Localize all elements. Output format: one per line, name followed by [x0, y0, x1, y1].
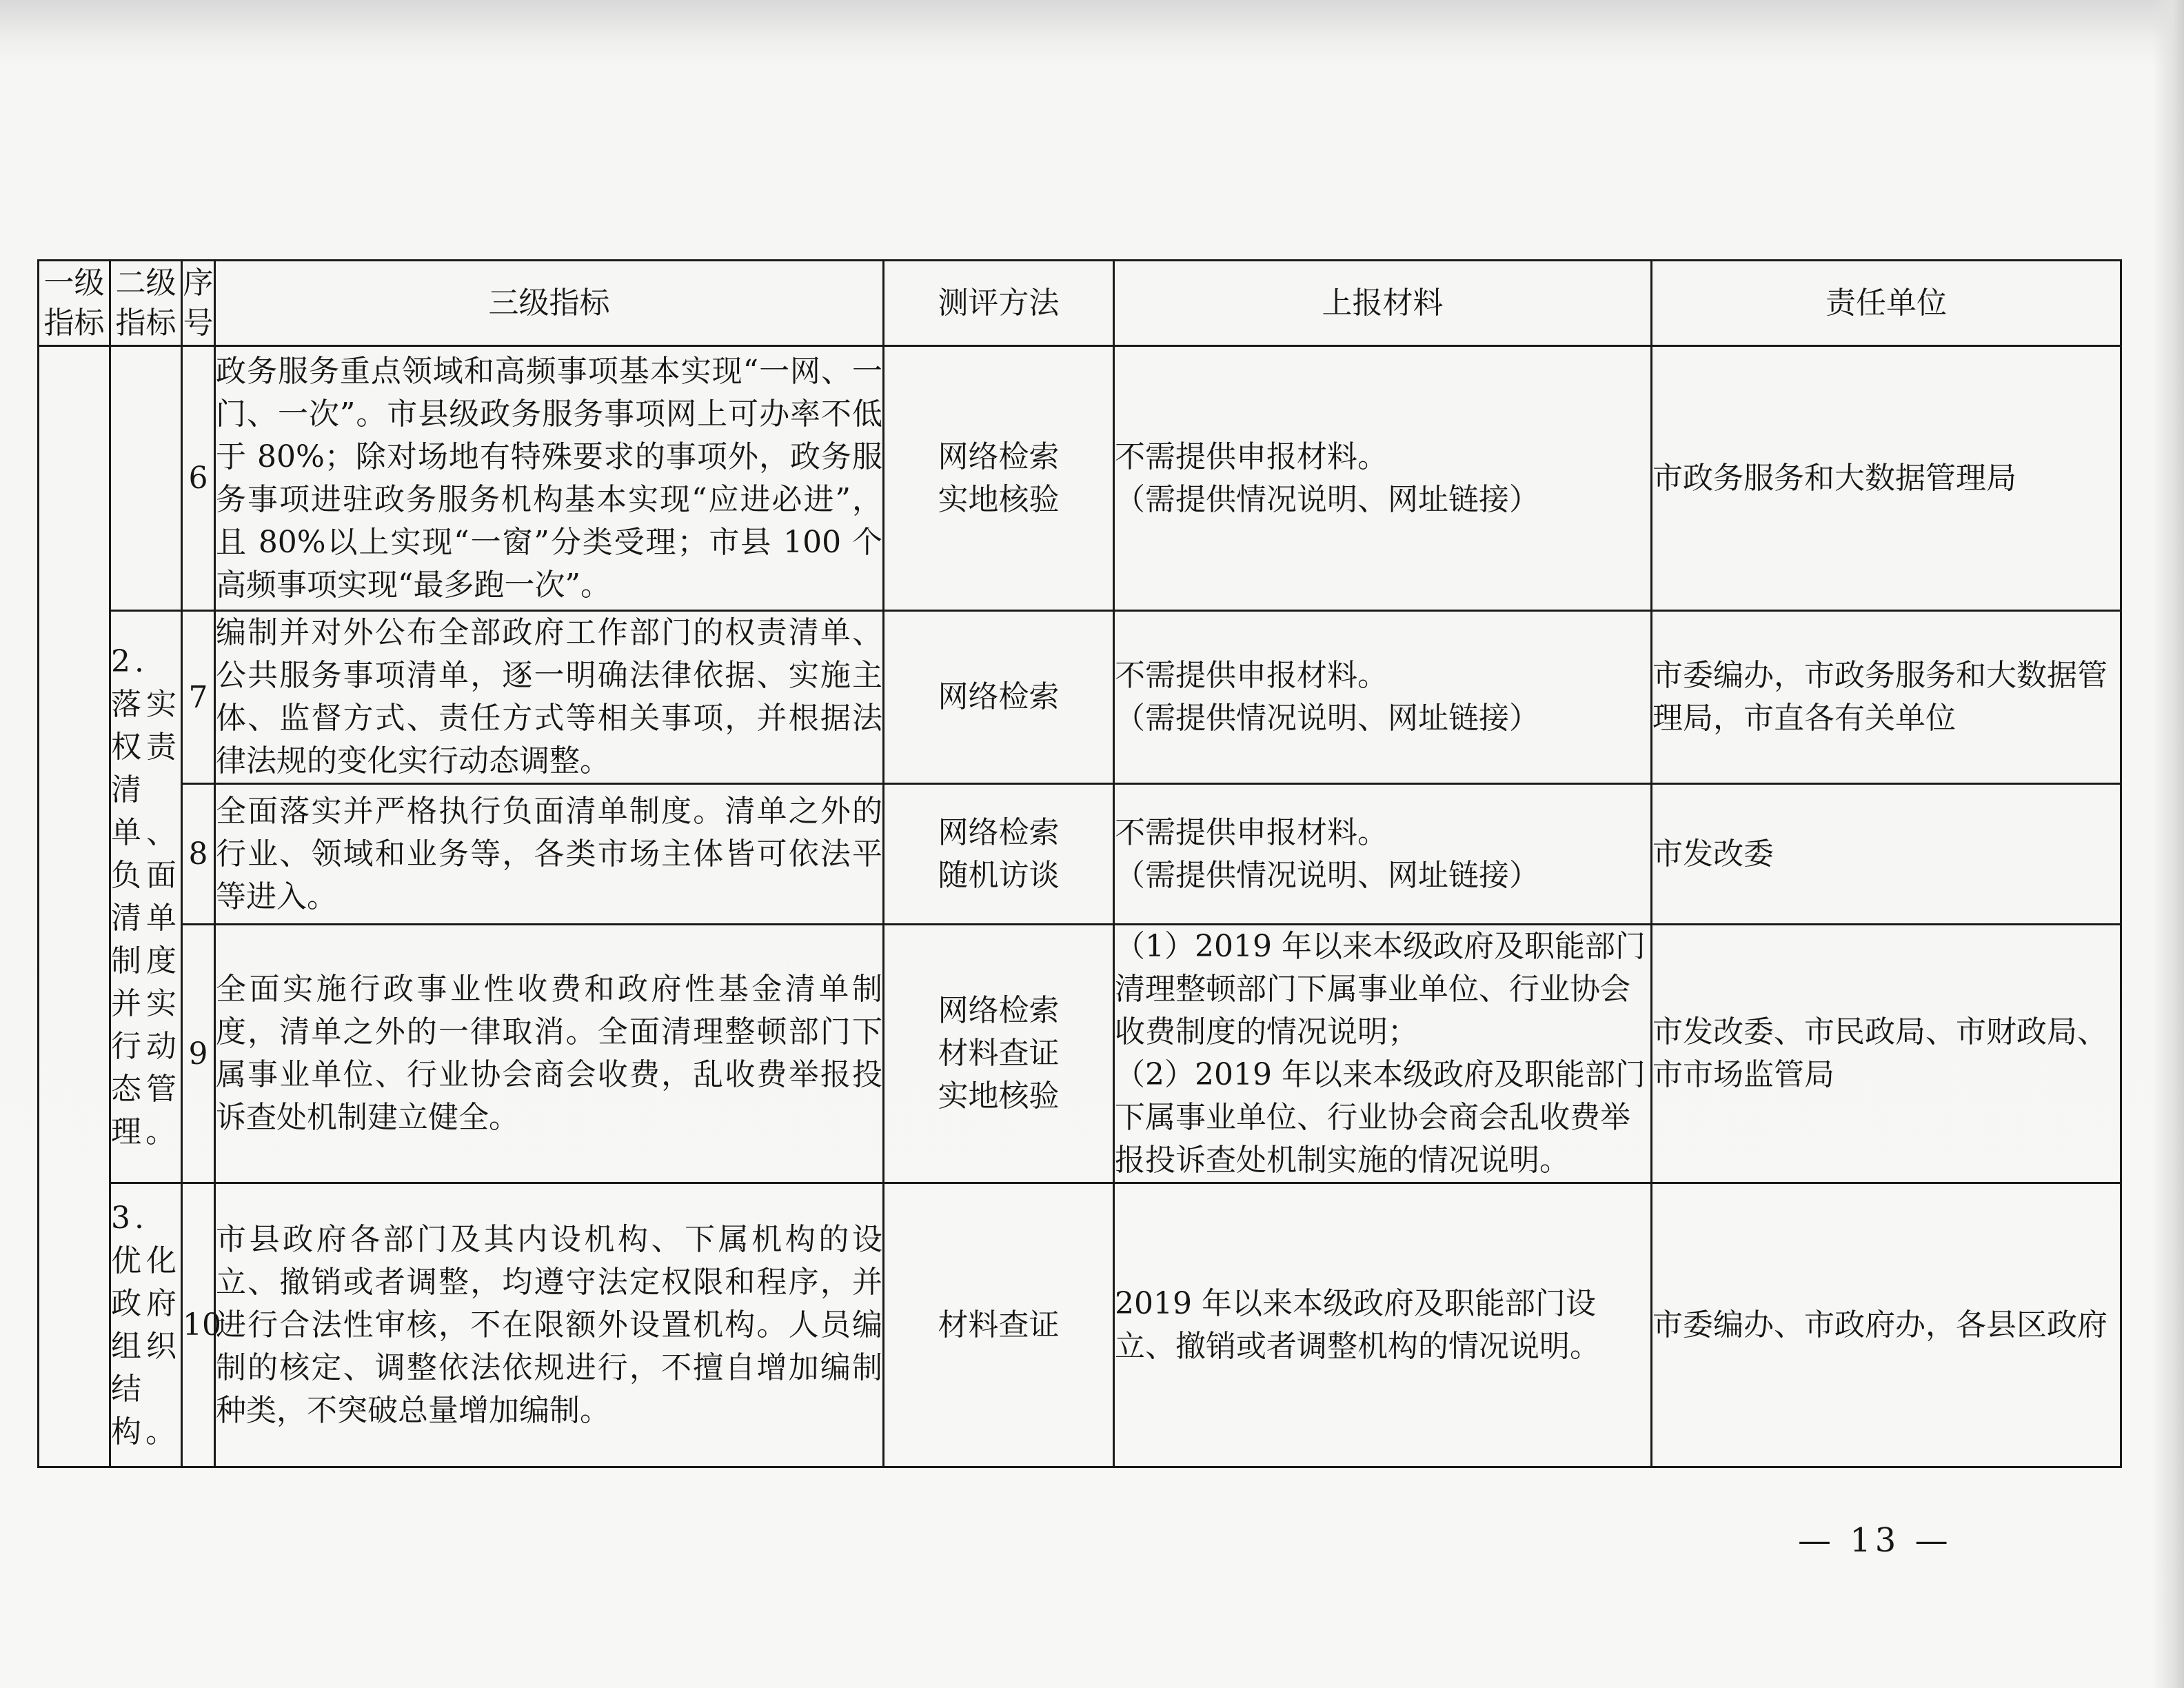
scan-top-shadow	[0, 0, 2184, 66]
header-method: 测评方法	[884, 261, 1114, 346]
scan-right-edge	[2152, 0, 2184, 1688]
responsible-cell: 市发改委	[1652, 784, 2121, 925]
table-row	[39, 925, 2121, 1183]
materials-cell: 不需提供申报材料。 （需提供情况说明、网址链接）	[1114, 611, 1652, 784]
level2-group-cell: 2. 落实权责清单、负面清单制度并实行动态管理。	[110, 611, 182, 1183]
materials-cell: 不需提供申报材料。 （需提供情况说明、网址链接）	[1114, 784, 1652, 925]
responsible-cell: 市委编办、市政府办，各县区政府	[1652, 1183, 2121, 1467]
responsible-cell: 市发改委、市民政局、市财政局、市市场监管局	[1652, 925, 2121, 1183]
indicator-cell: 编制并对外公布全部政府工作部门的权责清单、公共服务事项清单，逐一明确法律依据、实施主体、监督方式、责任方式等相关事项，并根据法律法规的变化实行动态调整。	[215, 611, 884, 784]
header-level2: 二级 指标	[110, 261, 182, 346]
table-row	[39, 346, 2121, 611]
header-materials: 上报材料	[1114, 261, 1652, 346]
table-row	[39, 784, 2121, 925]
table-row	[39, 611, 2121, 784]
method-cell: 材料查证	[884, 1183, 1114, 1467]
seq-cell: 10	[182, 1183, 215, 1467]
header-responsible: 责任单位	[1652, 261, 2121, 346]
responsible-cell: 市委编办，市政务服务和大数据管理局，市直各有关单位	[1652, 611, 2121, 784]
table-row	[39, 1183, 2121, 1467]
method-cell: 网络检索 材料查证 实地核验	[884, 925, 1114, 1183]
seq-cell: 6	[182, 346, 215, 611]
responsible-cell: 市政务服务和大数据管理局	[1652, 346, 2121, 611]
materials-cell: 2019 年以来本级政府及职能部门设立、撤销或者调整机构的情况说明。	[1114, 1183, 1652, 1467]
indicator-cell: 政务服务重点领域和高频事项基本实现“一网、一门、一次”。市县级政务服务事项网上可办率不低于 80%；除对场地有特殊要求的事项外，政务服务事项进驻政务服务机构基本实现“应进必进”，且 80%以上实现“一窗”分类受理；市县 100 个高频事项实现“最多跑一次”。	[215, 346, 884, 611]
header-seq: 序 号	[182, 261, 215, 346]
method-cell: 网络检索 实地核验	[884, 346, 1114, 611]
level1-cell-empty	[39, 346, 110, 1467]
seq-cell: 8	[182, 784, 215, 925]
method-cell: 网络检索	[884, 611, 1114, 784]
table-header-row	[39, 261, 2121, 346]
header-level3: 三级指标	[215, 261, 884, 346]
level2-group-cell: 3. 优化政府组织结构。	[110, 1183, 182, 1467]
evaluation-indicator-table	[37, 259, 2122, 1468]
method-cell: 网络检索 随机访谈	[884, 784, 1114, 925]
materials-cell: （1）2019 年以来本级政府及职能部门清理整顿部门下属事业单位、行业协会收费制度的情况说明； （2）2019 年以来本级政府及职能部门下属事业单位、行业协会商会乱收费举报投诉查处机制实施的情况说明。	[1114, 925, 1652, 1183]
indicator-cell: 全面实施行政事业性收费和政府性基金清单制度，清单之外的一律取消。全面清理整顿部门下属事业单位、行业协会商会收费，乱收费举报投诉查处机制建立健全。	[215, 925, 884, 1183]
level2-cell-empty	[110, 346, 182, 611]
indicator-cell: 全面落实并严格执行负面清单制度。清单之外的行业、领域和业务等，各类市场主体皆可依法平等进入。	[215, 784, 884, 925]
seq-cell: 9	[182, 925, 215, 1183]
seq-cell: 7	[182, 611, 215, 784]
page-number: — 13 —	[1798, 1521, 1952, 1560]
materials-cell: 不需提供申报材料。 （需提供情况说明、网址链接）	[1114, 346, 1652, 611]
header-level1: 一级 指标	[39, 261, 110, 346]
indicator-cell: 市县政府各部门及其内设机构、下属机构的设立、撤销或者调整，均遵守法定权限和程序，并进行合法性审核，不在限额外设置机构。人员编制的核定、调整依法依规进行，不擅自增加编制种类，不突破总量增加编制。	[215, 1183, 884, 1467]
